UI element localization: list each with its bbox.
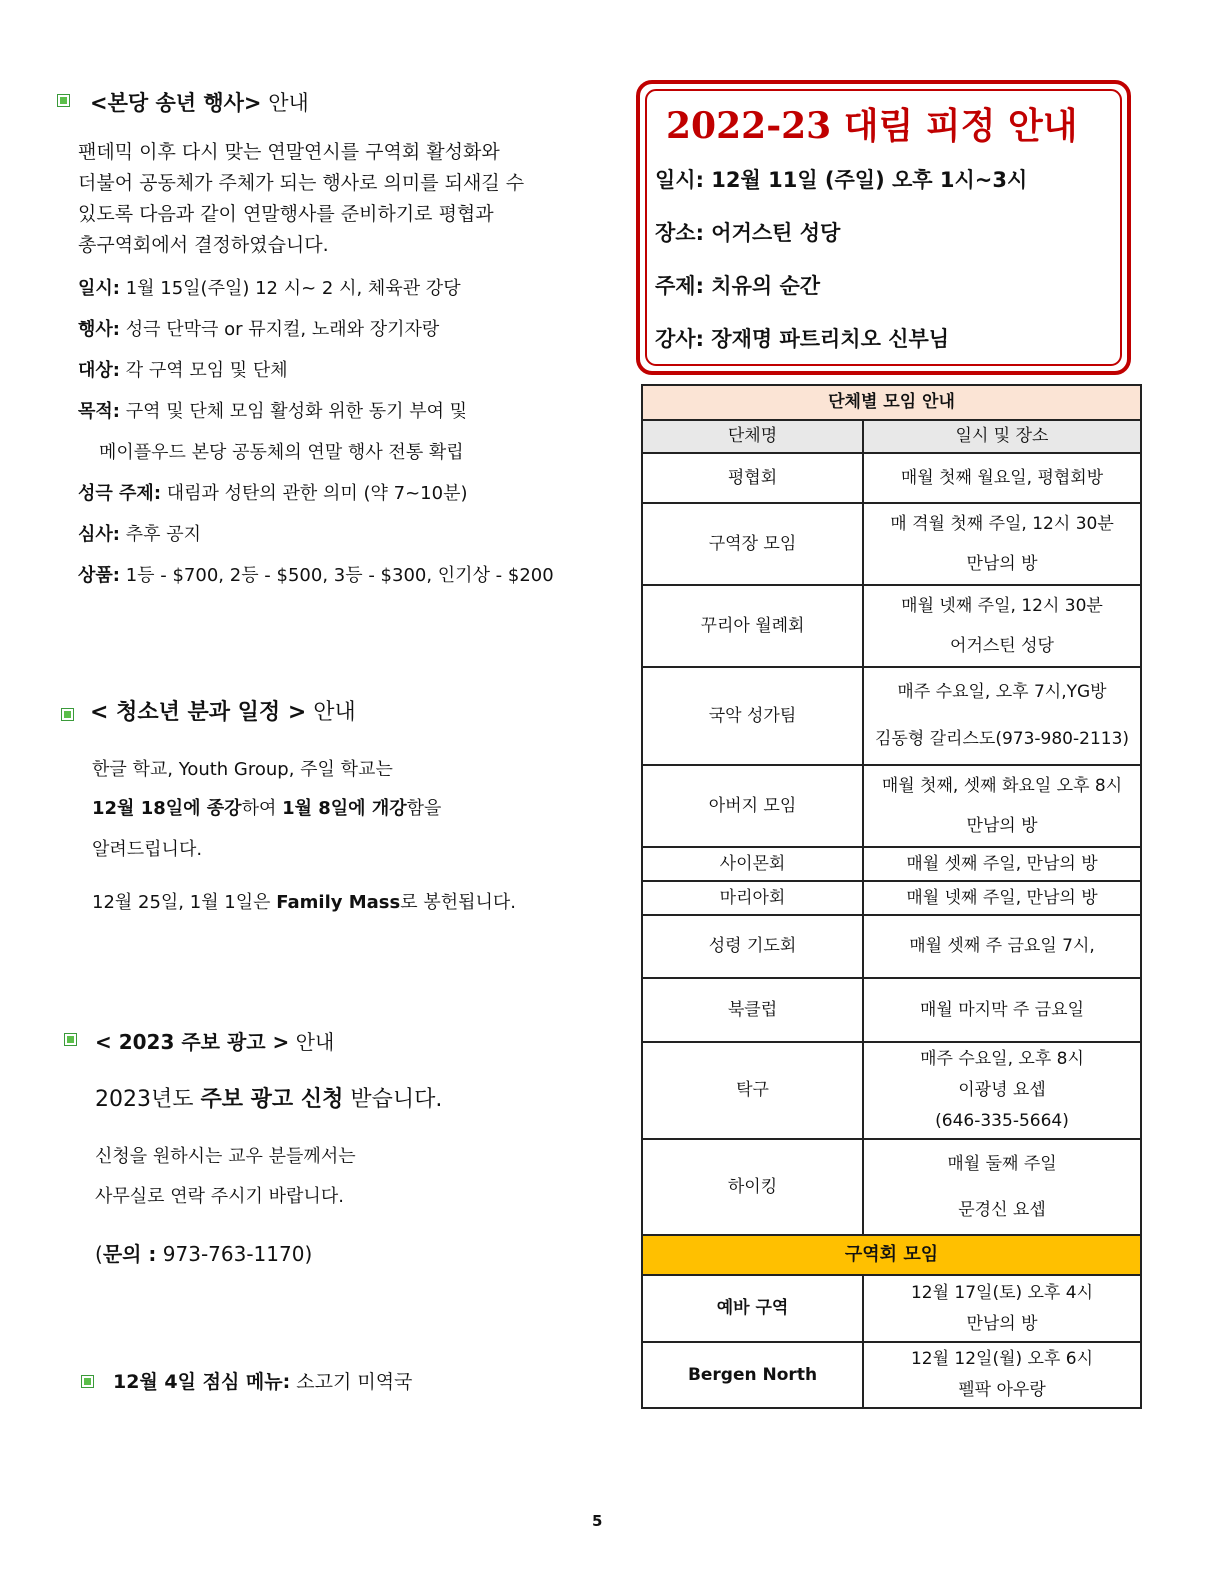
advent-date: 일시: 12월 11일 (주일) 오후 1시~3시 (655, 168, 1028, 192)
table-row: 성령 기도회 매월 셋째 주 금요일 7시, (642, 915, 1141, 978)
table-column-header-row (642, 420, 1141, 453)
youth-title-suffix: 안내 (306, 700, 356, 725)
table-row: 국악 성가팀 매주 수요일, 오후 7시,YG방 김동형 갈리스도(973-980-2113) (642, 667, 1141, 765)
youth-line-4: 12월 25일, 1월 1일은 Family Mass로 봉헌됩니다. (92, 892, 517, 913)
green-square-bullet-icon (64, 1033, 77, 1046)
detail-judging: 심사: 추후 공지 (78, 524, 201, 545)
table-row: 사이몬회 매월 셋째 주일, 만남의 방 (642, 847, 1141, 881)
group-meetings-table (641, 384, 1142, 1409)
ads-line-1: 2023년도 주보 광고 신청 받습니다. (95, 1087, 443, 1112)
ads-contact: (문의 : 973-763-1170) (95, 1242, 313, 1266)
intro-line: 더불어 공동체가 주체가 되는 행사로 의미를 되새길 수 (78, 172, 525, 194)
table-row: 구역장 모임 매 격월 첫째 주일, 12시 30분 만남의 방 (642, 503, 1141, 585)
year-end-title-bold: <본당 송년 행사> (90, 91, 262, 115)
table-row: 아버지 모임 매월 첫째, 셋째 화요일 오후 8시 만남의 방 (642, 765, 1141, 847)
green-square-bullet-icon (81, 1375, 94, 1388)
intro-line: 팬데믹 이후 다시 맞는 연말연시를 구역회 활성화와 (78, 141, 500, 163)
table-row: 꾸리아 월례회 매월 넷째 주일, 12시 30분 어거스틴 성당 (642, 585, 1141, 667)
ads-title-suffix: 안내 (289, 1030, 335, 1054)
ads-section-title (95, 1026, 334, 1055)
advent-place: 장소: 어거스틴 성당 (655, 221, 841, 245)
column-header-name: 단체명 (642, 420, 863, 453)
detail-prizes: 상품: 1등 - $700, 2등 - $500, 3등 - $300, 인기상 - $200 (78, 565, 554, 586)
column-header-when: 일시 및 장소 (863, 420, 1141, 453)
advent-speaker: 강사: 장재명 파트리치오 신부님 (655, 327, 950, 351)
intro-line: 총구역회에서 결정하였습니다. (78, 234, 329, 256)
green-square-bullet-icon (57, 94, 70, 107)
table-row: 마리아회 매월 넷째 주일, 만남의 방 (642, 881, 1141, 915)
advent-theme: 주제: 치유의 순간 (655, 274, 821, 298)
table-row: 평협회 매월 첫째 월요일, 평협회방 (642, 453, 1141, 503)
table-row: 탁구 매주 수요일, 오후 8시 이광녕 요셉 (646-335-5664) (642, 1042, 1141, 1139)
ads-line-3: 사무실로 연락 주시기 바랍니다. (95, 1186, 344, 1207)
detail-theme: 성극 주제: 대림과 성탄의 관한 의미 (약 7~10분) (78, 483, 468, 504)
lunch-menu: 12월 4일 점심 메뉴: 소고기 미역국 (113, 1371, 413, 1393)
year-end-section-title (90, 87, 309, 117)
year-end-intro (78, 137, 524, 261)
ads-line-2: 신청을 원하시는 교우 분들께서는 (95, 1146, 356, 1167)
year-end-title-suffix: 안내 (261, 91, 309, 115)
ads-title-bold: < 2023 주보 광고 > (95, 1030, 290, 1054)
youth-line-2: 12월 18일에 종강하여 1월 8일에 개강함을 (92, 798, 442, 819)
page-number: 5 (592, 1512, 603, 1530)
detail-target: 대상: 각 구역 모임 및 단체 (78, 360, 288, 381)
detail-purpose-cont: 메이플우드 본당 공동체의 연말 행사 전통 확립 (99, 442, 464, 463)
youth-line-1: 한글 학교, Youth Group, 주일 학교는 (92, 759, 393, 780)
table-row: Bergen North 12월 12일(월) 오후 6시 펠팍 아우랑 (642, 1342, 1141, 1408)
district-header-row (642, 1235, 1141, 1275)
detail-purpose: 목적: 구역 및 단체 모임 활성화 위한 동기 부여 및 (78, 401, 468, 422)
table-title-row (642, 385, 1141, 420)
youth-title-bold: < 청소년 분과 일정 > (90, 700, 307, 725)
table-row: 하이킹 매월 둘째 주일 문경신 요셉 (642, 1139, 1141, 1235)
intro-line: 있도록 다음과 같이 연말행사를 준비하기로 평협과 (78, 203, 494, 225)
table-title: 단체별 모임 안내 (642, 385, 1141, 420)
youth-line-3: 알려드립니다. (92, 839, 203, 860)
detail-date: 일시: 1월 15일(주일) 12 시~ 2 시, 체육관 강당 (78, 278, 461, 299)
green-square-bullet-icon (61, 708, 74, 721)
table-row: 북클럽 매월 마지막 주 금요일 (642, 978, 1141, 1042)
youth-section-title (90, 695, 356, 726)
advent-retreat-title: 2022-23 대림 피정 안내 (666, 105, 1078, 147)
district-header: 구역회 모임 (642, 1235, 1141, 1275)
table-row: 예바 구역 12월 17일(토) 오후 4시 만남의 방 (642, 1275, 1141, 1342)
detail-event: 행사: 성극 단막극 or 뮤지컬, 노래와 장기자랑 (78, 319, 440, 340)
